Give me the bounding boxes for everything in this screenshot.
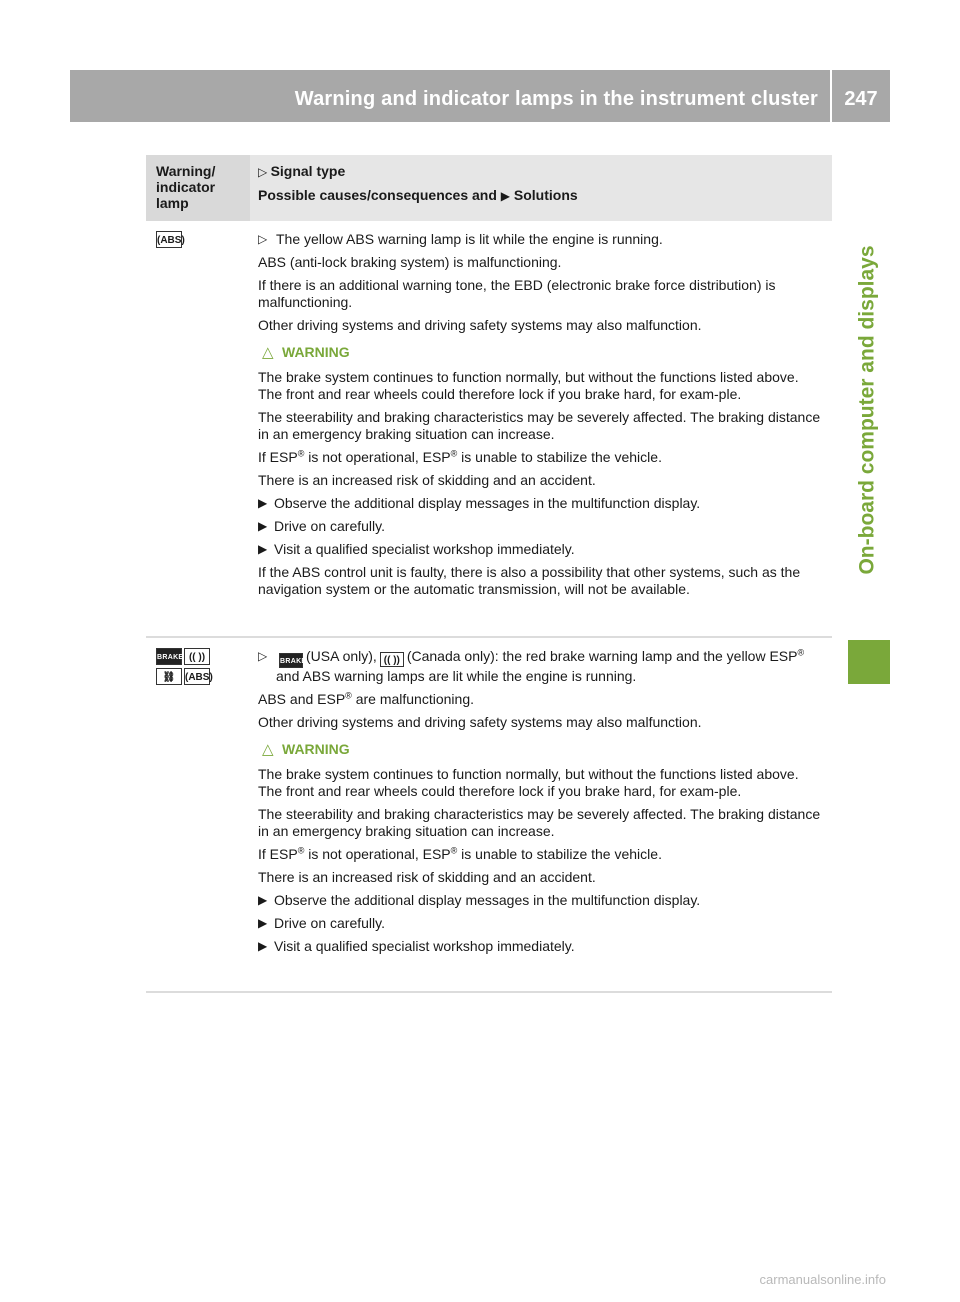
brake-lamp-icon: BRAKE	[156, 648, 182, 665]
header-lamp-column: Warning/ indicator lamp	[146, 155, 250, 221]
footer-watermark: carmanualsonline.info	[759, 1272, 886, 1287]
page-number: 247	[844, 88, 878, 110]
signal-triangle-icon: ▷	[258, 649, 268, 663]
row-description: ▷ The yellow ABS warning lamp is lit while the engine is running. ABS (anti-lock braking system) is malfunctioning. If there is an additional warning tone, the EBD (electronic brake force distribution) is malfunctioning. Other driving systems and driving safety systems may also malfunction. △ WARNING The brake system continues to function normally, but without the functions listed above. The front and rear wheels could therefore lock if you brake hard, for exam-ple. The steerability and braking characteristics may be severely affected. The braking distance in an emergency braking situation can increase. If ESP® is not operational, ESP® is unable to stabilize the vehicle. There is an increased risk of skidding and an accident. ▶ Observe the additional display messages in the multifunction display. ▶ Drive on carefully. ▶ Visit a qualified specialist workshop immediately. If the ABS control unit is faulty, there is also a possibility that other systems, such as the navigation system or the automatic transmission, will not be available.	[258, 221, 832, 612]
warning-heading: △ WARNING	[262, 344, 350, 361]
brake-lamp-icon: BRAKE	[279, 653, 303, 668]
section-label: On-board computer and displays	[856, 245, 879, 575]
action-arrow-icon: ▶	[258, 916, 268, 930]
action-arrow-icon: ▶	[258, 496, 268, 510]
esp-car-icon: ⛓	[156, 668, 182, 685]
lamp-cell	[156, 231, 184, 251]
action-arrow-icon: ▶	[258, 519, 268, 533]
warning-heading: △ WARNING	[262, 741, 350, 758]
action-arrow-icon: ▶	[500, 189, 511, 203]
action-arrow-icon: ▶	[258, 542, 268, 556]
page-header	[70, 70, 890, 122]
warning-triangle-icon: △	[262, 741, 274, 758]
warning-lamp-table	[146, 155, 832, 993]
page-title: Warning and indicator lamps in the instrument cluster	[294, 88, 818, 110]
warning-triangle-icon: △	[262, 344, 274, 361]
abs-lamp-icon: (ABS)	[184, 668, 210, 685]
abs-lamp-icon: (ABS)	[156, 231, 182, 248]
action-arrow-icon: ▶	[258, 893, 268, 907]
table-row	[146, 221, 832, 638]
lamp-cell	[156, 648, 212, 688]
brake-canada-lamp-icon: (( ))	[184, 648, 210, 665]
table-header	[146, 155, 832, 221]
signal-triangle-icon: ▷	[258, 165, 271, 179]
action-arrow-icon: ▶	[258, 939, 268, 953]
section-side-tab	[846, 200, 890, 620]
table-row	[146, 638, 832, 993]
header-description-column: ▷ Signal type Possible causes/consequences and ▶ Solutions	[258, 163, 578, 203]
brake-canada-lamp-icon: (( ))	[380, 652, 404, 667]
section-marker	[848, 640, 890, 684]
signal-triangle-icon: ▷	[258, 232, 268, 246]
row-description: ▷ BRAKE(USA only), (( )) (Canada only): the red brake warning lamp and the yellow ESP® and ABS warning lamps are lit while the engine is running. ABS and ESP® are malfunctioning. Other driving systems and driving safety systems may also malfunction. △ WARNING The brake system continues to function normally, but without the functions listed above. The front and rear wheels could therefore lock if you brake hard, for exam-ple. The steerability and braking characteristics may be severely affected. The braking distance in an emergency braking situation can increase. If ESP® is not operational, ESP® is unable to stabilize the vehicle. There is an increased risk of skidding and an accident. ▶ Observe the additional display messages in the multifunction display. ▶ Drive on carefully. ▶ Visit a qualified specialist workshop immediately.	[258, 638, 832, 969]
